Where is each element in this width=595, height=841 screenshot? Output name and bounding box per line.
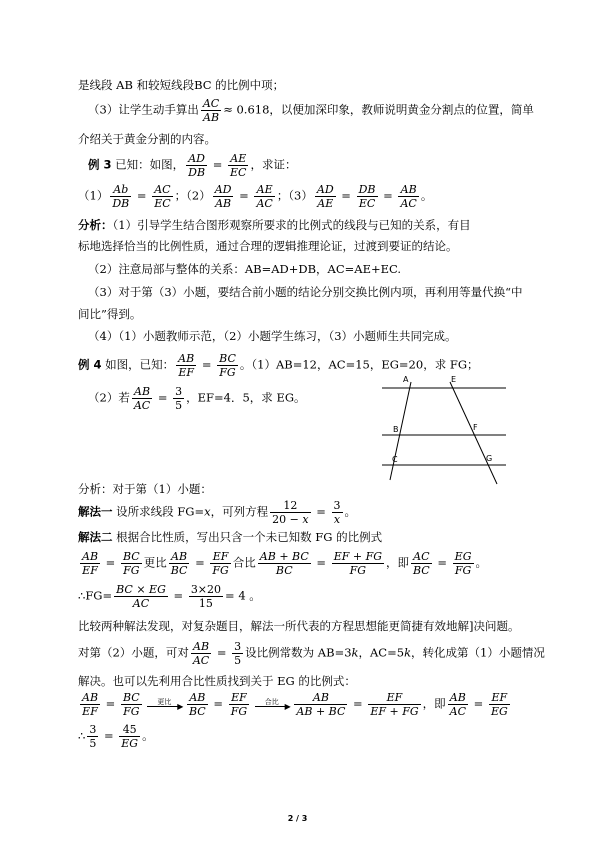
- label-F: F: [473, 423, 478, 432]
- example-4-part2: （2）若 $\frac{AB}{AC}$ = $\frac{3}{5}$ ，EF=4．5，求 EG。: [88, 385, 306, 412]
- trapezoid-figure: [365, 372, 515, 492]
- label-C: C: [392, 455, 398, 464]
- eg-result: ∴ $\frac{3}{5}$ = $\frac{45}{EG}$ 。: [78, 723, 154, 750]
- text-line: 介绍关于黄金分割的内容。: [78, 132, 216, 146]
- comparison-line: 比较两种解法发现，对复杂题目，解法一所代表的方程思想能更简捷有效地解]决问题。: [78, 619, 520, 633]
- page-number: 2 / 3: [287, 814, 308, 823]
- analysis-line: 分析：（1）引导学生结合图形观察所要求的比例式的线段与已知的关系，有目: [78, 218, 471, 232]
- text-line: （3）让学生动手算出 $\frac{AC}{AB}$ ≈ 0.618，以便加深印象，教师说明黄金分割点的位置，简单: [88, 97, 534, 124]
- example-3-parts: （1） $\frac{Ab}{DB}$ = $\frac{AC}{EC}$ ；（2） $\frac{AD}{AB}$ = $\frac{AE}{AC}$ ；（3） $\frac{AD}{AE}$ = $\frac{DB}{EC}$ = $\frac{AB}{AC}$ 。: [78, 183, 433, 210]
- example-3: 例 3 已知：如图， $\frac{AD}{DB}$ = $\frac{AE}{EC}$ ，求证：: [88, 152, 297, 179]
- label-E: E: [451, 375, 457, 384]
- label-G: G: [486, 454, 493, 463]
- label-A: A: [403, 375, 409, 384]
- label-B: B: [393, 425, 399, 434]
- method-1: 解法一 设所求线段 FG=x，可列方程 $\frac{12}{20 - x}$ = $\frac{3}{x}$ 。: [78, 499, 357, 526]
- part2-line: 解决。也可以先利用合比性质找到关于 EG 的比例式：: [78, 674, 356, 688]
- fg-result: ∴FG= $\frac{BC \times EG}{AC}$ = $\frac{3\times 20}{15}$ = 4 。: [78, 583, 261, 610]
- analysis-line: （2）注意局部与整体的关系：AB=AD+DB，AC=AE+EC.: [88, 262, 402, 276]
- analysis-line: （3）对于第（3）小题，要结合前小题的结论分别交换比例内项，再利用等量代换“中: [88, 285, 523, 299]
- analysis-line: （4）（1）小题教师示范，（2）小题学生练习，（3）小题师生共同完成。: [88, 329, 457, 343]
- analysis-line: 间比”得到。: [78, 307, 142, 321]
- text-line: 是线段 AB 和较短线段BC 的比例中项；: [78, 78, 285, 92]
- method-2: 解法二 根据合比性质，写出只含一个未已知数 FG 的比例式: [78, 530, 383, 544]
- part2-line: 对第（2）小题，可对 $\frac{AB}{AC}$ = $\frac{3}{5}$ 设比例常数为 AB=3k，AC=5k，转化成第（1）小题情况: [78, 640, 545, 667]
- analysis-line: 分析：对于第（1）小题：: [78, 482, 212, 496]
- part2-chain: $\frac{AB}{EF}$ = $\frac{BC}{FG}$ 更比 ▶ $\frac{AB}{BC}$ = $\frac{EF}{FG}$ 合比 ▶ $\frac{AB}{AB + BC}$ = $\frac{EF}{EF + FG}$ ，即 $\frac{AB}{AC}$ = $\frac{EF}{EG}$: [82, 691, 508, 718]
- method-2-chain: $\frac{AB}{EF}$ = $\frac{BC}{FG}$ 更比 $\frac{AB}{BC}$ = $\frac{EF}{FG}$ 合比 $\frac{AB + BC}{BC}$ = $\frac{EF + FG}{FG}$ ，即 $\frac{AC}{BC}$ = $\frac{EG}{FG}$ 。: [82, 550, 487, 577]
- example-4: 例 4 如图，已知： $\frac{AB}{EF}$ = $\frac{BC}{FG}$ 。（1）AB=12，AC=15，EG=20，求 FG；: [78, 352, 479, 379]
- analysis-line: 标地选择恰当的比例性质，通过合理的逻辑推理论证，过渡到要证的结论。: [78, 239, 458, 253]
